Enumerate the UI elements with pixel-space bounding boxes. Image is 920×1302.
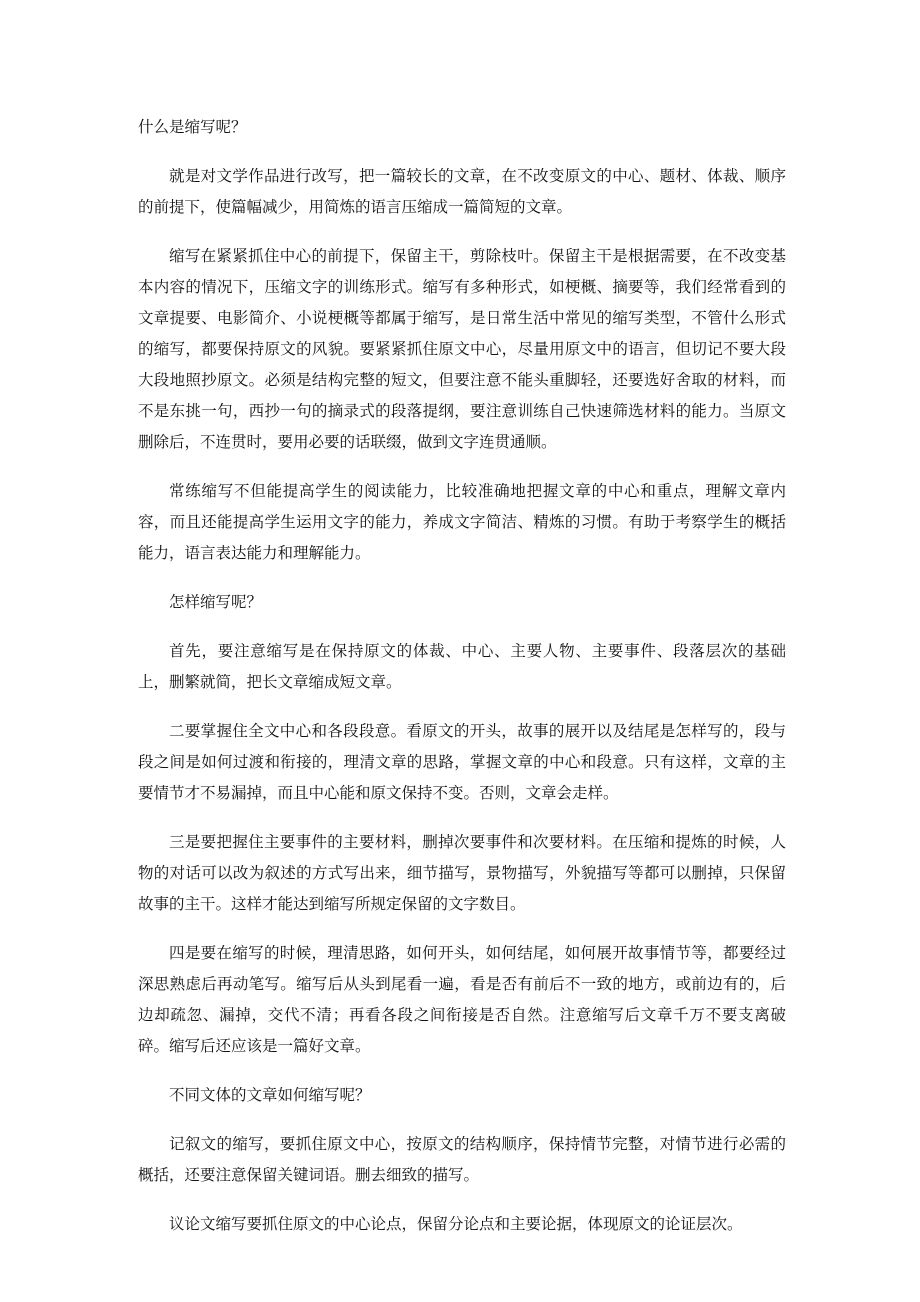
paragraph-how-heading: 怎样缩写呢？ <box>169 593 263 611</box>
paragraph-argumentative: 议论文缩写要抓住原文的中心论点，保留分论点和主要论据，体现原文的论证层次。 <box>169 1215 743 1233</box>
paragraph-definition: 就是对文学作品进行改写，把一篇较长的文章，在不改变原文的中心、题材、体裁、顺序的前提下，使篇幅减少，用简炼的语言压缩成一篇简短的文章。 <box>138 167 786 216</box>
paragraph-narrative: 记叙文的缩写，要抓住原文中心，按原文的结构顺序，保持情节完整，对情节进行必需的概括，还要注意保留关键词语。删去细致的描写。 <box>138 1135 786 1184</box>
document-heading: 什么是缩写呢？ <box>138 118 247 136</box>
paragraph-benefits: 常练缩写不但能提高学生的阅读能力，比较准确地把握文章的中心和重点，理解文章内容，而且还能提高学生运用文字的能力，养成文字简洁、精炼的习惯。有助于考察学生的概括能力，语言表达能力和理解能力。 <box>138 482 786 562</box>
paragraph-step-2: 二要掌握住全文中心和各段段意。看原文的开头，故事的展开以及结尾是怎样写的，段与段之间是如何过渡和衔接的，理清文章的思路，掌握文章的中心和段意。只有这样，文章的主要情节才不易漏掉，而且中心能和原文保持不变。否则，文章会走样。 <box>138 722 786 802</box>
paragraph-step-3: 三是要把握住主要事件的主要材料，删掉次要事件和次要材料。在压缩和提炼的时候，人物的对话可以改为叙述的方式写出来，细节描写，景物描写，外貌描写等都可以删掉，只保留故事的主干。这样才能达到缩写所规定保留的文字数目。 <box>138 833 786 913</box>
paragraph-genre-heading: 不同文体的文章如何缩写呢？ <box>169 1086 371 1104</box>
document-page <box>138 112 786 1258</box>
paragraph-method: 缩写在紧紧抓住中心的前提下，保留主干，剪除枝叶。保留主干是根据需要，在不改变基本内容的情况下，压缩文字的训练形式。缩写有多种形式，如梗概、摘要等，我们经常看到的文章提要、电影简介、小说梗概等都属于缩写，是日常生活中常见的缩写类型，不管什么形式的缩写，都要保持原文的风貌。要紧紧抓住原文中心，尽量用原文中的语言，但切记不要大段大段地照抄原文。必须是结构完整的短文，但要注意不能头重脚轻，还要选好舍取的材料，而不是东挑一句，西抄一句的摘录式的段落提纲，要注意训练自己快速筛选材料的能力。当原文删除后，不连贯时，要用必要的话联缀，做到文字连贯通顺。 <box>138 247 786 451</box>
paragraph-step-4: 四是要在缩写的时候，理清思路，如何开头，如何结尾，如何展开故事情节等，都要经过深思熟虑后再动笔写。缩写后从头到尾看一遍，看是否有前后不一致的地方，或前边有的，后边却疏忽、漏掉，交代不清；再看各段之间衔接是否自然。注意缩写后文章千万不要支离破碎。缩写后还应该是一篇好文章。 <box>138 944 786 1055</box>
paragraph-step-1: 首先，要注意缩写是在保持原文的体裁、中心、主要人物、主要事件、段落层次的基础上，删繁就简，把长文章缩成短文章。 <box>138 642 786 691</box>
